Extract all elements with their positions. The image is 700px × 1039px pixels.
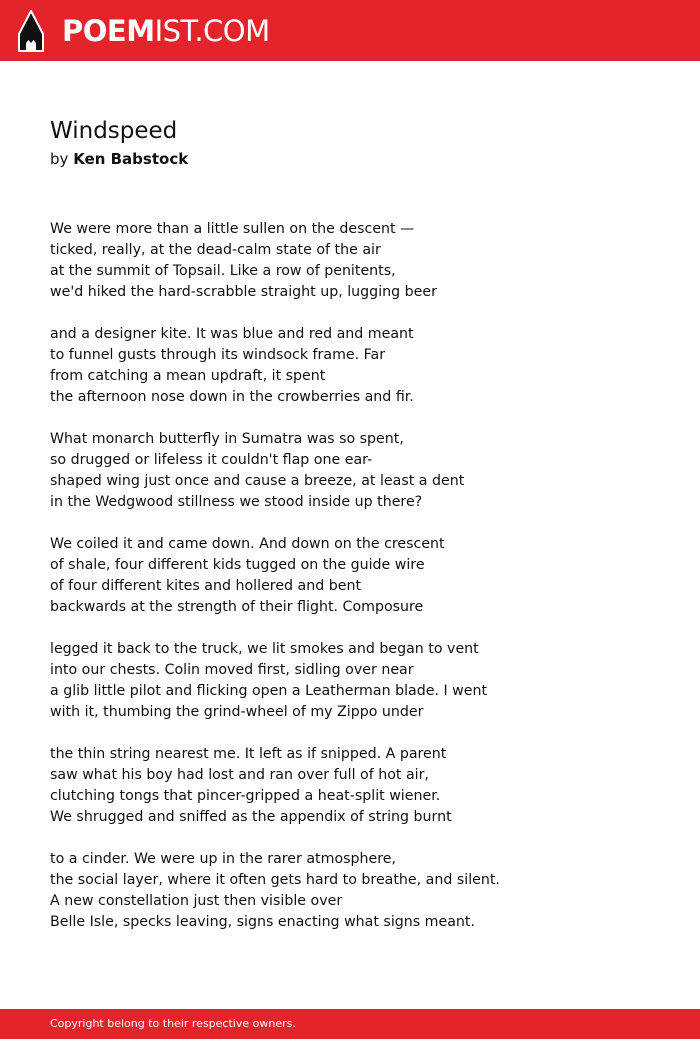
author-name: Ken Babstock: [73, 150, 189, 168]
poem-line: in the Wedgwood stillness we stood inside up there?: [50, 494, 423, 510]
poem-line: we'd hiked the hard-scrabble straight up, lugging beer: [50, 284, 437, 300]
poem-line: We shrugged and sniffed as the appendix of string burnt: [50, 809, 452, 825]
poem-line: backwards at the strength of their flight. Composure: [50, 599, 424, 615]
poem-line: Belle Isle, specks leaving, signs enacting what signs meant.: [50, 914, 475, 930]
byline: [50, 148, 188, 170]
poem-line: A new constellation just then visible over: [50, 893, 343, 909]
poem-line: from catching a mean updraft, it spent: [50, 368, 326, 384]
poem-line: We coiled it and came down. And down on the crescent: [50, 536, 445, 552]
poem-line: shaped wing just once and cause a breeze, at least a dent: [50, 473, 465, 489]
poem-line: saw what his boy had lost and ran over full of hot air,: [50, 767, 429, 783]
poem-line: the social layer, where it often gets hard to breathe, and silent.: [50, 872, 500, 888]
poem-line: and a designer kite. It was blue and red and meant: [50, 326, 414, 342]
poem-line: into our chests. Colin moved first, sidling over near: [50, 662, 414, 678]
site-header: [0, 0, 700, 61]
stanza: [50, 219, 670, 303]
poem-line: with it, thumbing the grind-wheel of my Zippo under: [50, 704, 424, 720]
poem-body: [50, 219, 670, 954]
brand-light: IST.COM: [154, 14, 270, 48]
poem-title: Windspeed: [50, 118, 178, 144]
poem-line: of four different kites and hollered and bent: [50, 578, 362, 594]
stanza: [50, 744, 670, 828]
site-footer: [0, 1009, 700, 1039]
poem-line: We were more than a little sullen on the descent —: [50, 221, 415, 237]
poem-line: to funnel gusts through its windsock frame. Far: [50, 347, 386, 363]
stanza: [50, 534, 670, 618]
site-logo-text[interactable]: [62, 14, 270, 48]
poem-line: of shale, four different kids tugged on the guide wire: [50, 557, 425, 573]
copyright-text: Copyright belong to their respective owners.: [50, 1017, 296, 1030]
poem-line: legged it back to the truck, we lit smokes and began to vent: [50, 641, 479, 657]
poem-line: What monarch butterfly in Sumatra was so spent,: [50, 431, 404, 447]
poem-line: so drugged or lifeless it couldn't flap one ear-: [50, 452, 373, 468]
poem-line: ticked, really, at the dead-calm state of the air: [50, 242, 381, 258]
brand-bold: POEM: [62, 14, 155, 48]
pen-nib-icon[interactable]: [18, 10, 44, 52]
poem-line: clutching tongs that pincer-gripped a heat-split wiener.: [50, 788, 441, 804]
poem-line: at the summit of Topsail. Like a row of penitents,: [50, 263, 396, 279]
by-label: by: [50, 150, 69, 168]
poem-line: a glib little pilot and flicking open a Leatherman blade. I went: [50, 683, 488, 699]
poem-line: to a cinder. We were up in the rarer atmosphere,: [50, 851, 396, 867]
poem-line: the afternoon nose down in the crowberries and fir.: [50, 389, 414, 405]
stanza: [50, 429, 670, 513]
poem-line: the thin string nearest me. It left as if snipped. A parent: [50, 746, 447, 762]
stanza: [50, 639, 670, 723]
stanza: [50, 849, 670, 933]
stanza: [50, 324, 670, 408]
